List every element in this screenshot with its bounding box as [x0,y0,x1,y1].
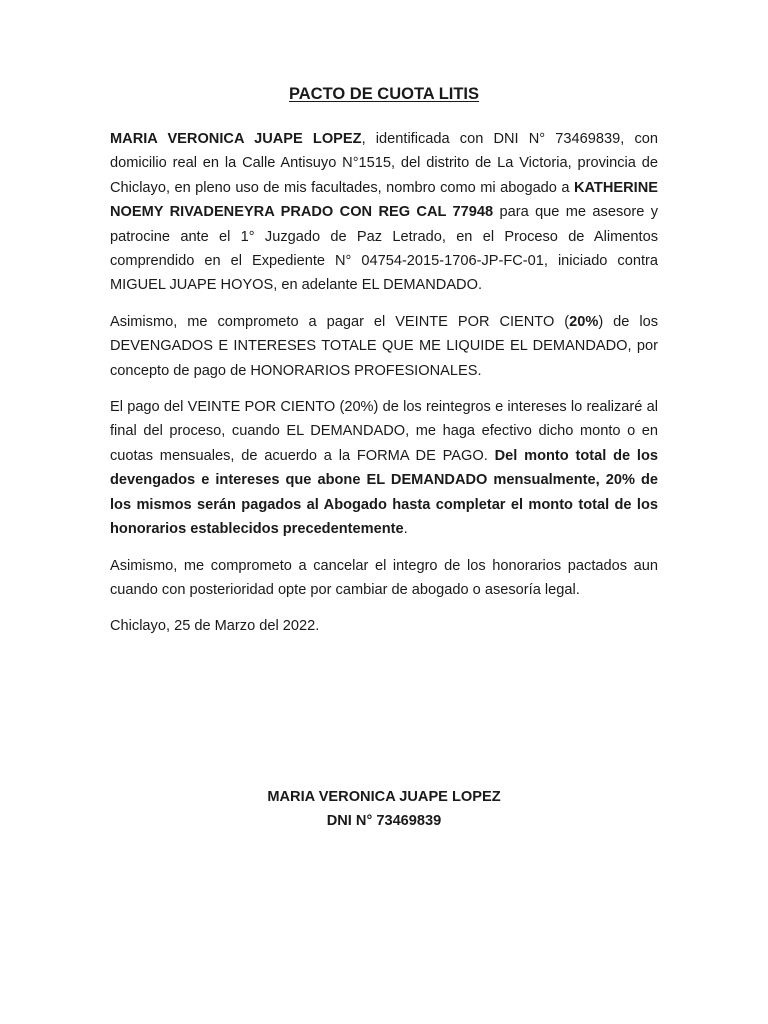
paragraph-payment-text-2: . [403,521,408,538]
paragraph-fee-commitment [110,310,658,383]
signature-dni: DNI N° 73469839 [326,813,442,829]
paragraph-appointment-text-2: para que me asesore y patrocine ante el 1° Juzgado de Paz Letrado, en el Proceso de Alimentos comprendido en el Expediente N° 04754-2015-1706-JP-FC-01, iniciado contra MIGUEL JUAPE HOYOS, en adelante EL DEMANDADO. [110,204,659,294]
document-title: PACTO DE CUOTA LITIS [288,85,480,103]
paragraph-payment-text-1: El pago del VEINTE POR CIENTO (20%) de los reintegros e intereses lo realizaré al final del proceso, cuando EL DEMANDADO, me haga efectivo dicho monto o en cuotas mensuales, de acuerdo a la FORMA DE PAGO. [110,399,658,464]
paragraph-appointment [110,127,658,298]
paragraph-fee-text-1: Asimismo, me comprometo a pagar el VEINTE POR CIENTO ( [110,313,570,330]
paragraph-payment-bold: Del monto total de los devengados e intereses que abone EL DEMANDADO mensualmente, 20% de los mismos serán pagados al Abogado hasta completar el monto total de los honorarios establecidos precedentemente [110,447,658,538]
paragraph-full-payment: Asimismo, me comprometo a cancelar el integro de los honorarios pactados aun cuando con posterioridad opte por cambiar de abogado o asesoría legal. [110,557,658,598]
client-name: MARIA VERONICA JUAPE LOPEZ [110,131,362,147]
paragraph-payment-terms [110,395,658,541]
document-body [110,127,658,639]
lawyer-name: KATHERINE NOEMY RIVADENEYRA PRADO CON REG CAL 77948 [110,179,658,221]
paragraph-fee-text-2: ) de los DEVENGADOS E INTERESES TOTALE QUE ME LIQUIDE EL DEMANDADO, por concepto de pago de HONORARIOS PROFESIONALES. [110,313,658,379]
fee-percentage: 20% [569,313,599,330]
signature-name: MARIA VERONICA JUAPE LOPEZ [267,789,501,805]
paragraph-appointment-text-1: , identificada con DNI N° 73469839, con domicilio real en la Calle Antisuyo N°1515, del distrito de La Victoria, provincia de Chiclayo, en pleno uso de mis facultades, nombro como mi abogado a [110,131,658,196]
document-date: Chiclayo, 25 de Marzo del 2022. [110,618,320,635]
signature-block [0,785,768,833]
